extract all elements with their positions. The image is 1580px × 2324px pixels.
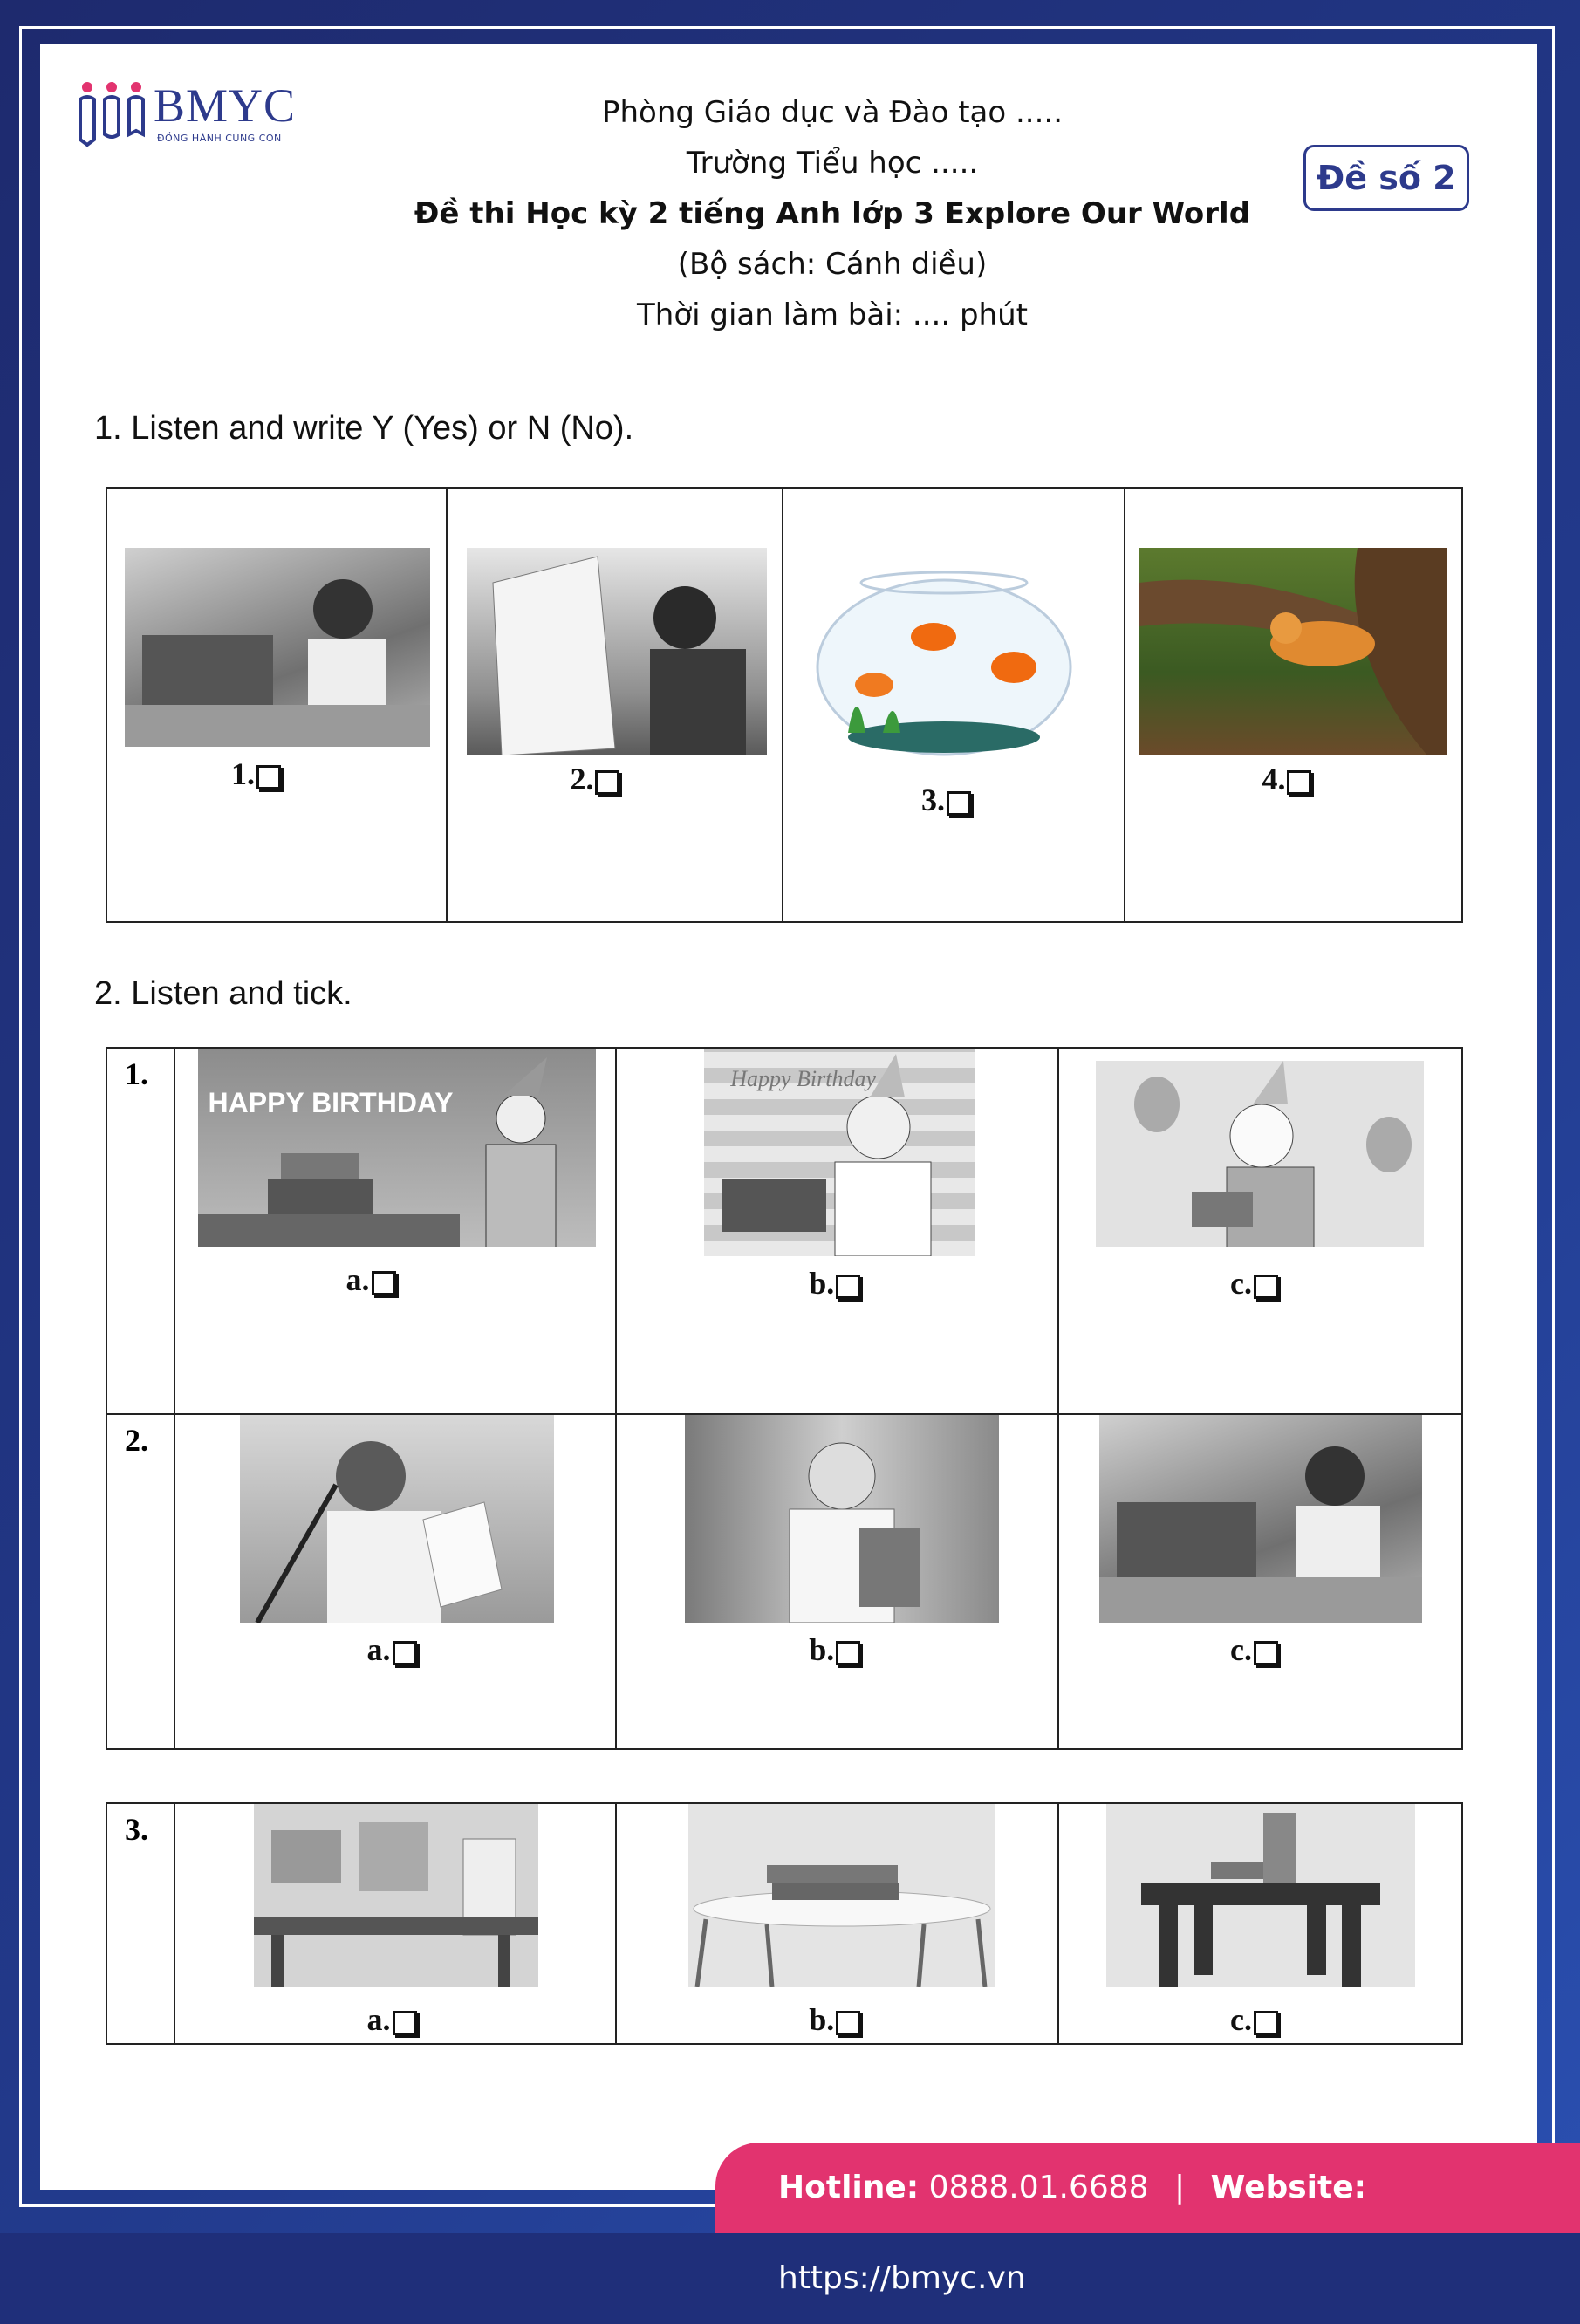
header-department: Phòng Giáo dục và Đào tạo .....: [601, 95, 1064, 130]
brand-name: BMYC: [154, 79, 297, 132]
item-label: 2.: [570, 761, 619, 797]
logo-figures-icon: [75, 79, 150, 148]
hotline-number[interactable]: 0888.01.6688: [928, 2170, 1149, 2205]
answer-checkbox[interactable]: [1287, 770, 1311, 795]
hotline-label: Hotline:: [778, 2170, 920, 2205]
woman-singer-microphone: [240, 1415, 554, 1623]
section1-cell: [783, 488, 1125, 922]
option-cell: [616, 1803, 1058, 2044]
option-cell: [174, 1803, 617, 2044]
option-label: c.: [1230, 1265, 1278, 1302]
exam-header: [302, 87, 1363, 340]
row-number-cell: [106, 1414, 174, 1749]
option-cell: [1058, 1048, 1462, 1414]
birthday-boy-cake-15: [1096, 1061, 1424, 1247]
section2-table-a: [106, 1047, 1463, 1750]
section1-table: [106, 487, 1463, 923]
tiger-on-tree-photo: [1139, 548, 1447, 755]
option-label: c.: [1230, 1631, 1278, 1668]
banner-text: HAPPY BIRTHDAY: [208, 1087, 454, 1118]
contact-footer: [715, 2143, 1580, 2296]
row-number: 3.: [125, 1812, 148, 1847]
banner-text: Happy Birthday: [730, 1066, 877, 1091]
item-label: 4.: [1262, 761, 1311, 797]
row-number: 2.: [125, 1423, 148, 1458]
answer-checkbox[interactable]: [595, 770, 619, 795]
bmyc-logo: [75, 75, 302, 154]
footer-separator: |: [1174, 2170, 1186, 2205]
books-on-square-table: [1106, 1804, 1415, 1987]
option-label: a.: [346, 1261, 396, 1298]
woman-sewing-machine-photo: [125, 548, 430, 747]
header-exam-title: Đề thi Học kỳ 2 tiếng Anh lớp 3 Explore Our World: [414, 196, 1251, 231]
kitchen-room: [254, 1804, 538, 1987]
birthday-boy-cake-14: [704, 1049, 975, 1256]
row-number-cell: [106, 1803, 174, 2044]
section2-table-b: [106, 1802, 1463, 2045]
section1-cell: [1125, 488, 1462, 922]
option-label: a.: [367, 2001, 417, 2038]
answer-checkbox[interactable]: [1254, 1275, 1278, 1299]
nurse-with-clipboard: [685, 1415, 999, 1623]
option-label: b.: [809, 2001, 860, 2038]
option-label: b.: [809, 1265, 860, 1302]
option-cell: [1058, 1803, 1462, 2044]
option-label: a.: [367, 1631, 417, 1668]
woman-sewing-machine: [1099, 1415, 1422, 1623]
answer-checkbox[interactable]: [836, 1275, 860, 1299]
website-link[interactable]: https://bmyc.vn: [778, 2260, 1026, 2296]
option-cell: [174, 1048, 617, 1414]
girl-painting-photo: [467, 548, 767, 755]
row-number: 1.: [125, 1056, 148, 1091]
option-cell: [616, 1048, 1058, 1414]
website-label: Website:: [1210, 2170, 1367, 2205]
answer-checkbox[interactable]: [1254, 1641, 1278, 1665]
answer-checkbox[interactable]: [836, 2011, 860, 2035]
birthday-boy-cake-12: [198, 1049, 596, 1247]
section1-cell: [106, 488, 447, 922]
answer-checkbox[interactable]: [256, 765, 281, 789]
answer-checkbox[interactable]: [1254, 2011, 1278, 2035]
exam-number-badge: Đề số 2: [1303, 145, 1469, 211]
section1-cell: [447, 488, 783, 922]
header-book: (Bộ sách: Cánh diều): [677, 247, 988, 282]
answer-checkbox[interactable]: [372, 1271, 396, 1295]
item-label: 3.: [921, 782, 971, 818]
option-cell: [1058, 1414, 1462, 1749]
answer-checkbox[interactable]: [393, 1641, 417, 1665]
section2-title: 2. Listen and tick.: [94, 975, 352, 1012]
option-cell: [174, 1414, 617, 1749]
option-label: b.: [809, 1631, 860, 1668]
books-on-round-table: [688, 1804, 995, 1987]
item-label: 1.: [231, 755, 281, 792]
answer-checkbox[interactable]: [836, 1641, 860, 1665]
option-label: c.: [1230, 2001, 1278, 2038]
row-number-cell: [106, 1048, 174, 1414]
header-school: Trường Tiểu học .....: [686, 146, 979, 181]
answer-checkbox[interactable]: [947, 791, 971, 816]
header-time: Thời gian làm bài: .... phút: [637, 297, 1028, 332]
goldfish-bowl-photo: [813, 567, 1075, 759]
worksheet-page: [40, 44, 1537, 2190]
answer-checkbox[interactable]: [393, 2011, 417, 2035]
brand-tagline: ĐỒNG HÀNH CÙNG CON: [157, 133, 282, 144]
section1-title: 1. Listen and write Y (Yes) or N (No).: [94, 410, 634, 447]
option-cell: [616, 1414, 1058, 1749]
